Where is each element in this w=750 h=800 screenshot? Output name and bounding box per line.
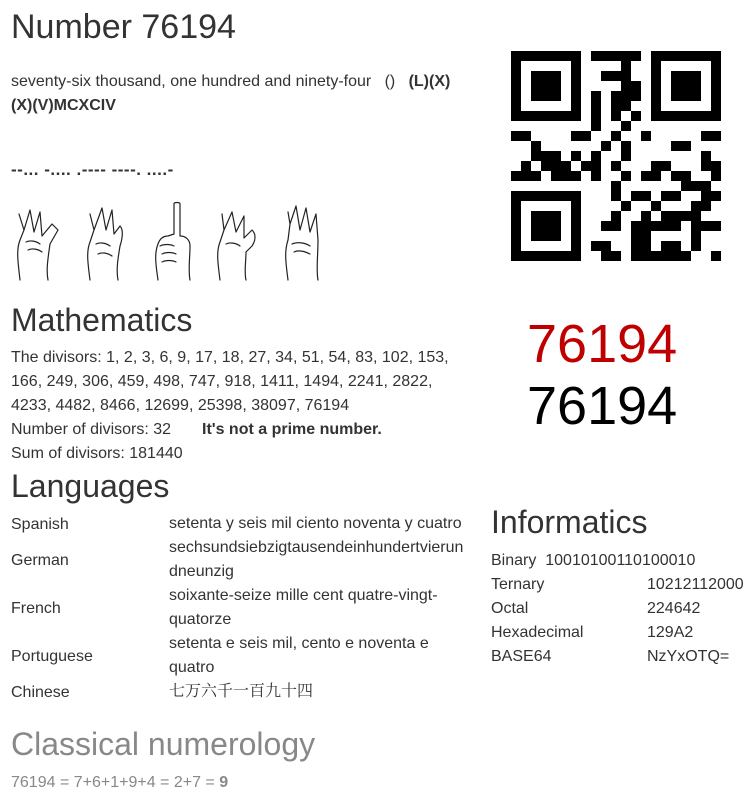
qr-module <box>681 171 691 181</box>
qr-module <box>541 231 551 241</box>
qr-module <box>711 81 721 91</box>
qr-module <box>651 201 661 211</box>
number-in-words <box>11 70 456 118</box>
octal-value: 224642 <box>647 600 701 617</box>
qr-module <box>641 241 651 251</box>
qr-module <box>701 181 711 191</box>
qr-module <box>591 151 601 161</box>
numerology-equation: 76194 = 7+6+1+9+4 = 2+7 = <box>11 774 220 791</box>
qr-module <box>711 71 721 81</box>
page-title: Number 76194 <box>11 8 236 46</box>
qr-module <box>641 191 651 201</box>
qr-module <box>711 171 721 181</box>
qr-module <box>651 251 661 261</box>
qr-module <box>631 111 641 121</box>
qr-module <box>621 171 631 181</box>
qr-module <box>571 111 581 121</box>
qr-module <box>651 161 661 171</box>
qr-module <box>711 191 721 201</box>
qr-module <box>621 51 631 61</box>
qr-module <box>691 81 701 91</box>
qr-module <box>521 191 531 201</box>
qr-module <box>611 221 621 231</box>
qr-module <box>541 81 551 91</box>
qr-module <box>541 251 551 261</box>
qr-module <box>671 251 681 261</box>
language-label-german: German <box>11 552 69 569</box>
qr-module <box>631 81 641 91</box>
qr-module <box>651 91 661 101</box>
qr-module <box>681 111 691 121</box>
qr-module <box>611 161 621 171</box>
qr-module <box>511 231 521 241</box>
qr-module <box>551 81 561 91</box>
qr-module <box>531 151 541 161</box>
language-label-portuguese: Portuguese <box>11 648 93 665</box>
qr-module <box>711 251 721 261</box>
qr-module <box>681 141 691 151</box>
qr-module <box>591 101 601 111</box>
qr-module <box>591 161 601 171</box>
qr-module <box>671 171 681 181</box>
qr-module <box>691 181 701 191</box>
qr-module <box>551 191 561 201</box>
qr-module <box>691 71 701 81</box>
qr-module <box>641 211 651 221</box>
qr-module <box>531 191 541 201</box>
qr-module <box>701 161 711 171</box>
qr-module <box>531 111 541 121</box>
qr-module <box>651 61 661 71</box>
qr-module <box>551 71 561 81</box>
qr-module <box>621 151 631 161</box>
qr-module <box>621 61 631 71</box>
qr-module <box>541 221 551 231</box>
qr-module <box>551 91 561 101</box>
qr-module <box>511 221 521 231</box>
qr-module <box>511 101 521 111</box>
qr-module <box>701 131 711 141</box>
qr-module <box>611 131 621 141</box>
qr-module <box>701 191 711 201</box>
qr-module <box>631 231 641 241</box>
qr-module <box>641 251 651 261</box>
qr-module <box>661 51 671 61</box>
qr-module <box>611 111 621 121</box>
qr-module <box>691 51 701 61</box>
qr-module <box>531 171 541 181</box>
qr-module <box>541 151 551 161</box>
roman-numeral: (L)(X)(X)(V)MCXCIV <box>11 73 451 114</box>
qr-module <box>691 221 701 231</box>
qr-module <box>601 251 611 261</box>
qr-module <box>701 51 711 61</box>
qr-module <box>611 71 621 81</box>
qr-module <box>681 71 691 81</box>
qr-module <box>671 71 681 81</box>
qr-module <box>531 81 541 91</box>
qr-module <box>551 211 561 221</box>
qr-module <box>611 101 621 111</box>
qr-module <box>661 111 671 121</box>
qr-module <box>681 81 691 91</box>
qr-module <box>551 111 561 121</box>
hand-four-icon <box>286 206 318 280</box>
qr-module <box>581 131 591 141</box>
qr-module <box>541 211 551 221</box>
informatics-heading: Informatics <box>491 504 648 540</box>
qr-module <box>711 101 721 111</box>
qr-module <box>591 121 601 131</box>
qr-module <box>521 171 531 181</box>
qr-module <box>511 131 521 141</box>
qr-module <box>511 111 521 121</box>
base64-value: NzYxOTQ= <box>647 648 730 665</box>
qr-module <box>571 91 581 101</box>
qr-module <box>511 241 521 251</box>
qr-module <box>511 171 521 181</box>
hand-one-icon <box>156 203 190 281</box>
language-label-french: French <box>11 600 61 617</box>
qr-module <box>511 211 521 221</box>
qr-module <box>621 141 631 151</box>
parens: () <box>384 73 396 90</box>
qr-module <box>711 221 721 231</box>
qr-module <box>631 221 641 231</box>
hand-nine-icon <box>218 212 255 280</box>
qr-module <box>561 161 571 171</box>
qr-module <box>611 251 621 261</box>
qr-module <box>551 231 561 241</box>
qr-module <box>681 181 691 191</box>
qr-module <box>611 191 621 201</box>
language-value-french: soixante-seize mille cent quatre-vingt-quatorze <box>169 587 438 628</box>
qr-module <box>601 141 611 151</box>
qr-module <box>571 101 581 111</box>
qr-module <box>521 51 531 61</box>
qr-module <box>611 51 621 61</box>
language-label-spanish: Spanish <box>11 516 69 533</box>
language-value-german: sechsundsiebzigtausendeinhundertvierundneunzig <box>169 539 464 580</box>
qr-module <box>571 251 581 261</box>
qr-module <box>541 91 551 101</box>
qr-module <box>651 81 661 91</box>
language-value-portuguese: setenta e seis mil, cento e noventa e quatro <box>169 635 429 676</box>
qr-module <box>561 51 571 61</box>
qr-module <box>591 91 601 101</box>
qr-module <box>561 111 571 121</box>
qr-module <box>621 81 631 91</box>
qr-module <box>551 151 561 161</box>
qr-module <box>651 111 661 121</box>
qr-module <box>521 111 531 121</box>
qr-module <box>681 51 691 61</box>
big-number-black: 76194 <box>527 376 678 436</box>
language-label-chinese: Chinese <box>11 684 70 701</box>
qr-module <box>591 171 601 181</box>
qr-module <box>631 251 641 261</box>
qr-module <box>541 51 551 61</box>
qr-module <box>701 111 711 121</box>
qr-module <box>661 161 671 171</box>
qr-module <box>521 251 531 261</box>
hexadecimal-value: 129A2 <box>647 624 694 641</box>
qr-module <box>571 221 581 231</box>
qr-module <box>531 251 541 261</box>
qr-module <box>581 161 591 171</box>
qr-module <box>651 221 661 231</box>
language-value-spanish: setenta y seis mil ciento noventa y cuatro <box>169 515 462 532</box>
hand-seven-icon <box>18 210 58 280</box>
qr-module <box>671 141 681 151</box>
ternary-value: 10212112000 <box>647 576 744 593</box>
qr-module <box>641 171 651 181</box>
ternary-label: Ternary <box>491 576 545 593</box>
qr-module <box>571 71 581 81</box>
qr-module <box>651 101 661 111</box>
mathematics-heading: Mathematics <box>11 302 193 338</box>
qr-module <box>531 141 541 151</box>
qr-module <box>571 231 581 241</box>
qr-module <box>681 211 691 221</box>
qr-module <box>611 181 621 191</box>
qr-module <box>511 81 521 91</box>
qr-module <box>691 111 701 121</box>
qr-module <box>671 221 681 231</box>
qr-module <box>611 91 621 101</box>
qr-module <box>571 61 581 71</box>
qr-module <box>571 191 581 201</box>
qr-module <box>571 81 581 91</box>
qr-module <box>671 191 681 201</box>
qr-module <box>641 231 651 241</box>
qr-module <box>641 131 651 141</box>
qr-module <box>631 241 641 251</box>
qr-module <box>561 191 571 201</box>
qr-module <box>511 51 521 61</box>
qr-module <box>541 111 551 121</box>
qr-module <box>591 111 601 121</box>
qr-module <box>711 111 721 121</box>
numerology-heading: Classical numerology <box>11 726 316 762</box>
qr-module <box>691 211 701 221</box>
qr-module <box>511 191 521 201</box>
morse-code: --... -.... .---- ----. ....- <box>11 160 174 179</box>
qr-module <box>671 211 681 221</box>
qr-module <box>641 221 651 231</box>
qr-module <box>571 131 581 141</box>
qr-module <box>651 51 661 61</box>
qr-module <box>601 241 611 251</box>
numerology-formula <box>11 771 228 795</box>
qr-module <box>631 51 641 61</box>
hand-six-icon <box>88 208 123 280</box>
qr-module <box>561 171 571 181</box>
qr-module <box>571 241 581 251</box>
qr-module <box>571 51 581 61</box>
qr-module <box>521 131 531 141</box>
qr-module <box>671 81 681 91</box>
qr-module <box>701 221 711 231</box>
qr-module <box>631 191 641 201</box>
qr-module <box>571 171 581 181</box>
qr-module <box>541 161 551 171</box>
binary-label: Binary <box>491 552 537 569</box>
qr-module <box>531 221 541 231</box>
qr-module <box>531 91 541 101</box>
qr-module <box>671 51 681 61</box>
octal-label: Octal <box>491 600 529 617</box>
qr-module <box>621 201 631 211</box>
qr-module <box>511 61 521 71</box>
qr-module <box>651 171 661 181</box>
qr-module <box>711 51 721 61</box>
binary-value: 10010100110100010 <box>545 552 696 569</box>
numerology-result: 9 <box>219 774 229 791</box>
qr-module <box>551 51 561 61</box>
base64-label: BASE64 <box>491 648 552 665</box>
language-value-chinese: 七万六千一百九十四 <box>169 683 314 700</box>
qr-module <box>671 111 681 121</box>
qr-module <box>661 221 671 231</box>
qr-module <box>561 251 571 261</box>
qr-module <box>651 71 661 81</box>
qr-module <box>591 241 601 251</box>
qr-module <box>551 251 561 261</box>
qr-module <box>591 51 601 61</box>
qr-module <box>621 71 631 81</box>
qr-module <box>611 211 621 221</box>
qr-module <box>661 191 671 201</box>
qr-module <box>601 71 611 81</box>
english-words: seventy-six thousand, one hundred and ninety-four <box>11 73 372 90</box>
qr-module <box>511 91 521 101</box>
qr-module <box>701 201 711 211</box>
qr-module <box>531 71 541 81</box>
qr-module <box>511 251 521 261</box>
divisors-list: The divisors: 1, 2, 3, 6, 9, 17, 18, 27, 34, 51, 54, 83, 102, 153, 166, 249, 306, 459, 498, 747, 918, 1411, 1494, 2241, 2822, 4233, 4482, 8466, 12699, 25398, 38097, 76194 <box>11 349 449 414</box>
qr-module <box>531 51 541 61</box>
qr-module <box>681 91 691 101</box>
qr-module <box>621 101 631 111</box>
languages-heading: Languages <box>11 468 170 504</box>
qr-module <box>541 191 551 201</box>
qr-module <box>691 241 701 251</box>
binary-row <box>491 552 695 570</box>
qr-module <box>711 161 721 171</box>
qr-module <box>541 71 551 81</box>
qr-module <box>711 131 721 141</box>
big-number-red: 76194 <box>527 314 678 374</box>
qr-module <box>571 151 581 161</box>
qr-module <box>571 211 581 221</box>
qr-module <box>671 91 681 101</box>
qr-module <box>711 91 721 101</box>
qr-module <box>601 221 611 231</box>
qr-module <box>691 201 701 211</box>
hexadecimal-label: Hexadecimal <box>491 624 584 641</box>
qr-module <box>551 171 561 181</box>
qr-module <box>531 231 541 241</box>
qr-module <box>711 61 721 71</box>
qr-module <box>621 91 631 101</box>
qr-module <box>671 241 681 251</box>
qr-module <box>511 71 521 81</box>
qr-module <box>551 161 561 171</box>
qr-module <box>631 91 641 101</box>
qr-code <box>511 51 721 261</box>
qr-module <box>661 241 671 251</box>
qr-module <box>691 91 701 101</box>
qr-module <box>701 151 711 161</box>
hand-signs <box>10 200 340 282</box>
number-of-divisors: Number of divisors: 32 <box>11 421 172 438</box>
qr-module <box>521 161 531 171</box>
qr-module <box>551 221 561 231</box>
qr-module <box>511 201 521 211</box>
qr-module <box>691 231 701 241</box>
prime-status: It's not a prime number. <box>202 421 382 438</box>
qr-module <box>681 251 691 261</box>
qr-module <box>661 211 671 221</box>
sum-of-divisors: Sum of divisors: 181440 <box>11 445 183 462</box>
qr-module <box>601 51 611 61</box>
qr-module <box>531 211 541 221</box>
qr-module <box>621 121 631 131</box>
qr-module <box>571 201 581 211</box>
qr-module <box>661 251 671 261</box>
